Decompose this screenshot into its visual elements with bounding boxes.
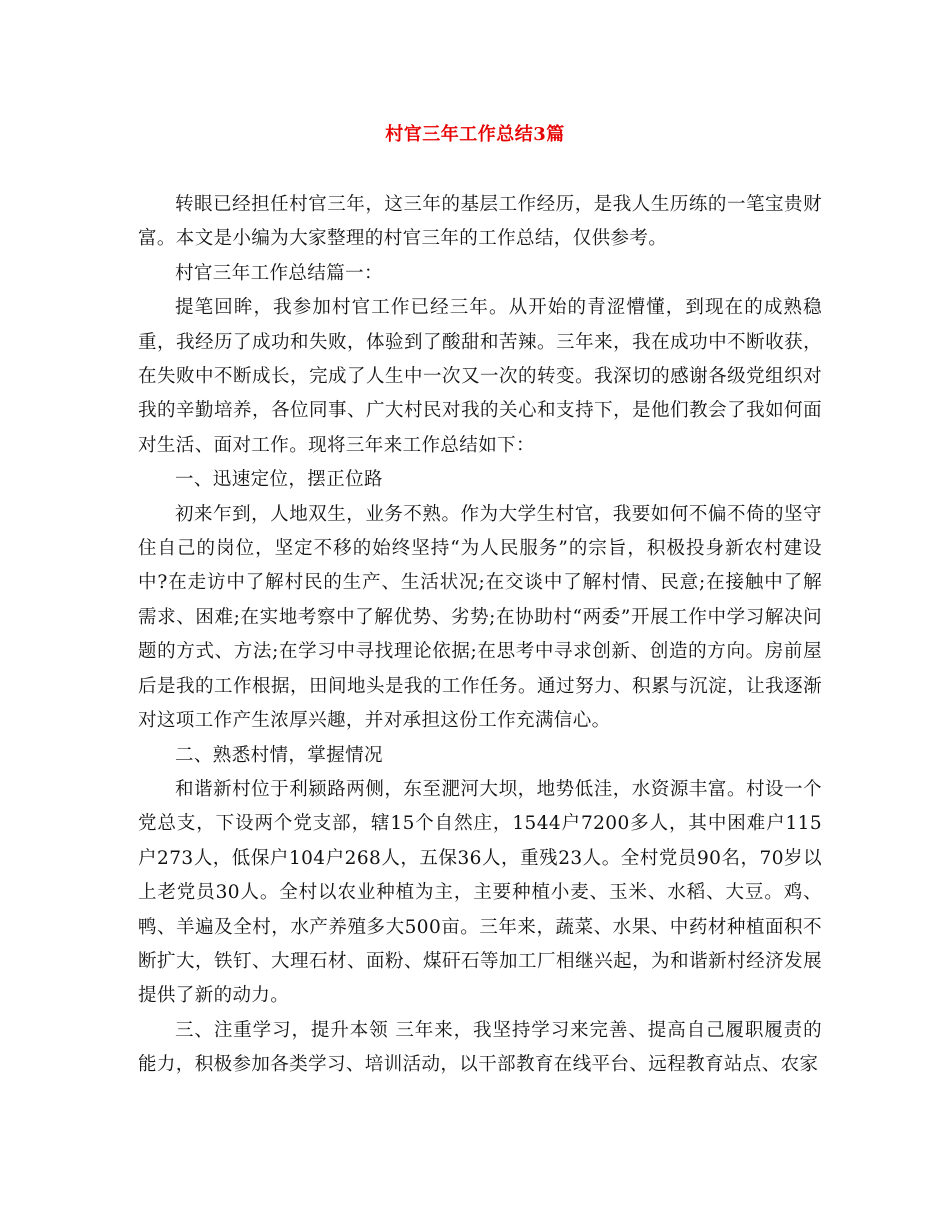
body-paragraph: 初来乍到，人地双生，业务不熟。作为大学生村官，我要如何不偏不倚的坚守住自己的岗位，坚定不移的始终坚持“为人民服务”的宗旨，积极投身新农村建设中?在走访中了解村民的生产、生活状况;在交谈中了解村情、民意;在接触中了解需求、困难;在实地考察中了解优势、劣势;在协助村“两委”开展工作中学习解决问题的方式、方法;在学习中寻找理论依据;在思考中寻求创新、创造的方向。房前屋后是我的工作根据，田间地头是我的工作任务。通过努力、积累与沉淀，让我逐渐对这项工作产生浓厚兴趣，并对承担这份工作充满信心。 bbox=[138, 503, 822, 732]
subheading-one: 一、迅速定位，摆正位路 bbox=[175, 469, 383, 491]
intro-paragraph: 转眼已经担任村官三年，这三年的基层工作经历，是我人生历练的一笔宝贵财富。本文是小编为大家整理的村官三年的工作总结，仅供参考。 bbox=[138, 194, 822, 250]
document-title: 村官三年工作总结3篇 bbox=[385, 124, 565, 145]
section-heading-part-one: 村官三年工作总结篇一： bbox=[175, 262, 383, 284]
subheading-three-paragraph: 三、注重学习，提升本领 三年来，我坚持学习来完善、提高自己履职履责的能力，积极参加各类学习、培训活动，以干部教育在线平台、远程教育站点、农家 bbox=[138, 1019, 822, 1076]
body-paragraph: 提笔回眸，我参加村官工作已经三年。从开始的青涩懵懂，到现在的成熟稳重，我经历了成功和失败，体验到了酸甜和苦辣。三年来，我在成功中不断收获，在失败中不断成长，完成了人生中一次又一次的转变。我深切的感谢各级党组织对我的辛勤培养，各位同事、广大村民对我的关心和支持下，是他们教会了我如何面对生活、面对工作。现将三年来工作总结如下： bbox=[138, 297, 822, 456]
subheading-two: 二、熟悉村情，掌握情况 bbox=[175, 744, 383, 766]
document-body bbox=[138, 188, 822, 1083]
body-paragraph: 和谐新村位于利颍路两侧，东至淝河大坝，地势低洼，水资源丰富。村设一个党总支，下设两个党支部，辖15个自然庄，1544户7200多人，其中困难户115户273人，低保户104户268人，五保36人，重残23人。全村党员90名，70岁以上老党员30人。全村以农业种植为主，主要种植小麦、玉米、水稻、大豆。鸡、鸭、羊遍及全村，水产养殖多大500亩。三年来，蔬菜、水果、中药材种植面积不断扩大，铁钉、大理石材、面粉、煤矸石等加工厂相继兴起，为和谐新村经济发展提供了新的动力。 bbox=[138, 778, 822, 1007]
